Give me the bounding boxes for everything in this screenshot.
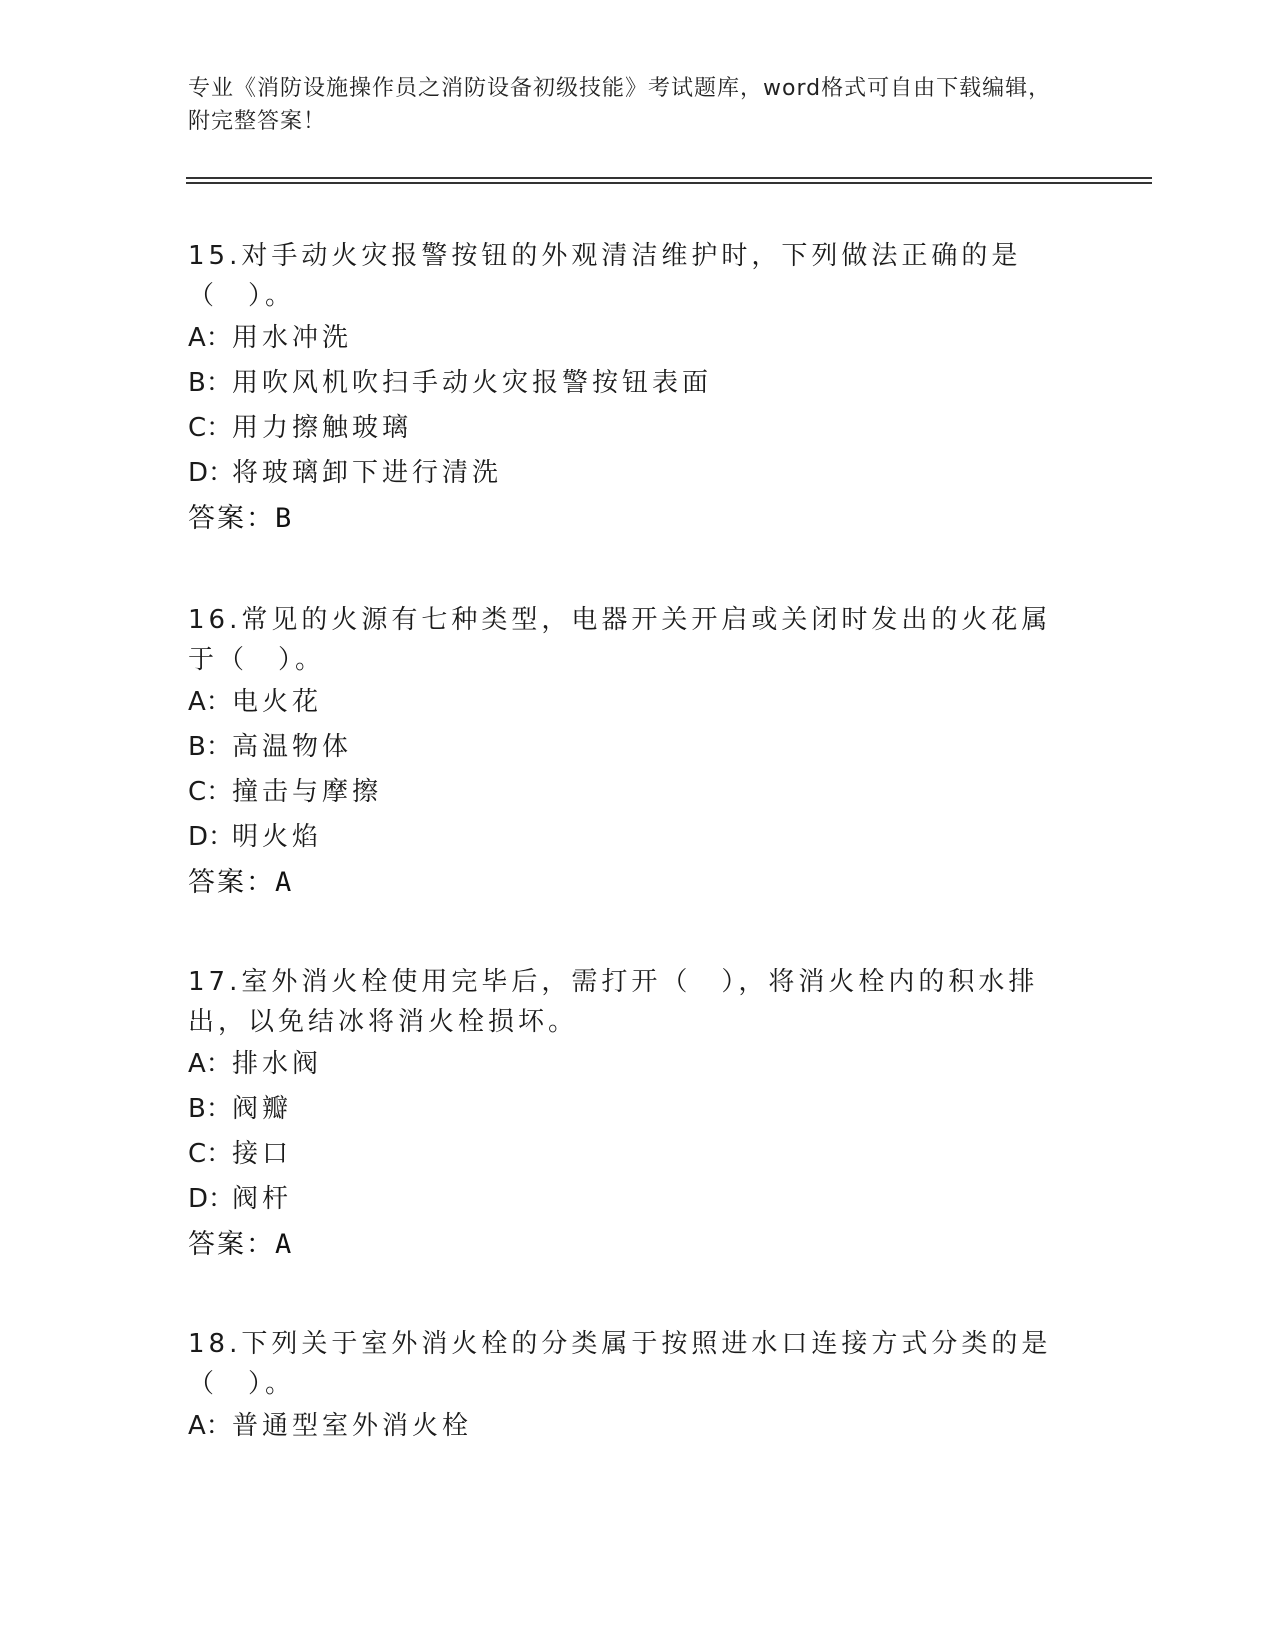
answer-label: 答案： — [188, 1229, 275, 1260]
option-text: 将玻璃卸下进行清洗 — [232, 458, 503, 488]
option-key: A： — [188, 687, 232, 717]
question-stem: 17.室外消火栓使用完毕后，需打开（ ），将消火栓内的积水排出，以免结冰将消火栓损坏。 — [188, 967, 1039, 1037]
option-key: D： — [188, 822, 235, 852]
option-key: A： — [188, 1411, 232, 1441]
answer-value: A — [275, 867, 292, 898]
option-text: 用水冲洗 — [232, 323, 353, 353]
option-a — [188, 680, 1068, 725]
question-stem: 15.对手动火灾报警按钮的外观清洁维护时，下列做法正确的是（ ）。 — [188, 241, 1022, 311]
question-17 — [188, 962, 1068, 1267]
answer-value: A — [275, 1229, 292, 1260]
question-15 — [188, 236, 1068, 541]
option-text: 高温物体 — [232, 732, 353, 762]
option-text: 用力擦触玻璃 — [232, 413, 413, 443]
answer-value: B — [275, 503, 292, 534]
option-text: 阀瓣 — [232, 1094, 293, 1124]
option-text: 电火花 — [232, 687, 323, 717]
option-text: 阀杆 — [232, 1184, 293, 1214]
option-text: 明火焰 — [232, 822, 323, 852]
option-key: D： — [188, 1184, 235, 1214]
option-text: 排水阀 — [232, 1049, 323, 1079]
option-key: B： — [188, 368, 232, 398]
option-c — [188, 1132, 1068, 1177]
option-d — [188, 815, 1068, 860]
question-stem: 16.常见的火源有七种类型，电器开关开启或关闭时发出的火花属于（ ）。 — [188, 605, 1052, 675]
option-key: B： — [188, 732, 232, 762]
option-b — [188, 1087, 1068, 1132]
option-a — [188, 1042, 1068, 1087]
option-text: 普通型室外消火栓 — [232, 1411, 473, 1441]
option-text: 用吹风机吹扫手动火灾报警按钮表面 — [232, 368, 713, 398]
question-16 — [188, 600, 1068, 905]
option-key: C： — [188, 777, 233, 807]
option-key: A： — [188, 1049, 232, 1079]
question-stem: 18.下列关于室外消火栓的分类属于按照进水口连接方式分类的是（ ）。 — [188, 1329, 1052, 1399]
answer-label: 答案： — [188, 867, 275, 898]
header-divider-bottom — [186, 182, 1152, 184]
answer-line — [188, 1222, 1068, 1267]
answer-line — [188, 860, 1068, 905]
option-d — [188, 451, 1068, 496]
question-18 — [188, 1324, 1068, 1449]
option-d — [188, 1177, 1068, 1222]
option-key: B： — [188, 1094, 232, 1124]
option-a — [188, 316, 1068, 361]
option-key: A： — [188, 323, 232, 353]
option-text: 接口 — [232, 1139, 293, 1169]
option-a — [188, 1404, 1068, 1449]
option-key: C： — [188, 413, 233, 443]
header-divider-top — [186, 177, 1152, 179]
option-key: D： — [188, 458, 235, 488]
document-intro: 专业《消防设施操作员之消防设备初级技能》考试题库，word格式可自由下载编辑，附完整答案！ — [188, 76, 1052, 134]
option-c — [188, 770, 1068, 815]
option-key: C： — [188, 1139, 233, 1169]
option-b — [188, 361, 1068, 406]
option-c — [188, 406, 1068, 451]
answer-line — [188, 496, 1068, 541]
answer-label: 答案： — [188, 503, 275, 534]
option-text: 撞击与摩擦 — [232, 777, 383, 807]
option-b — [188, 725, 1068, 770]
